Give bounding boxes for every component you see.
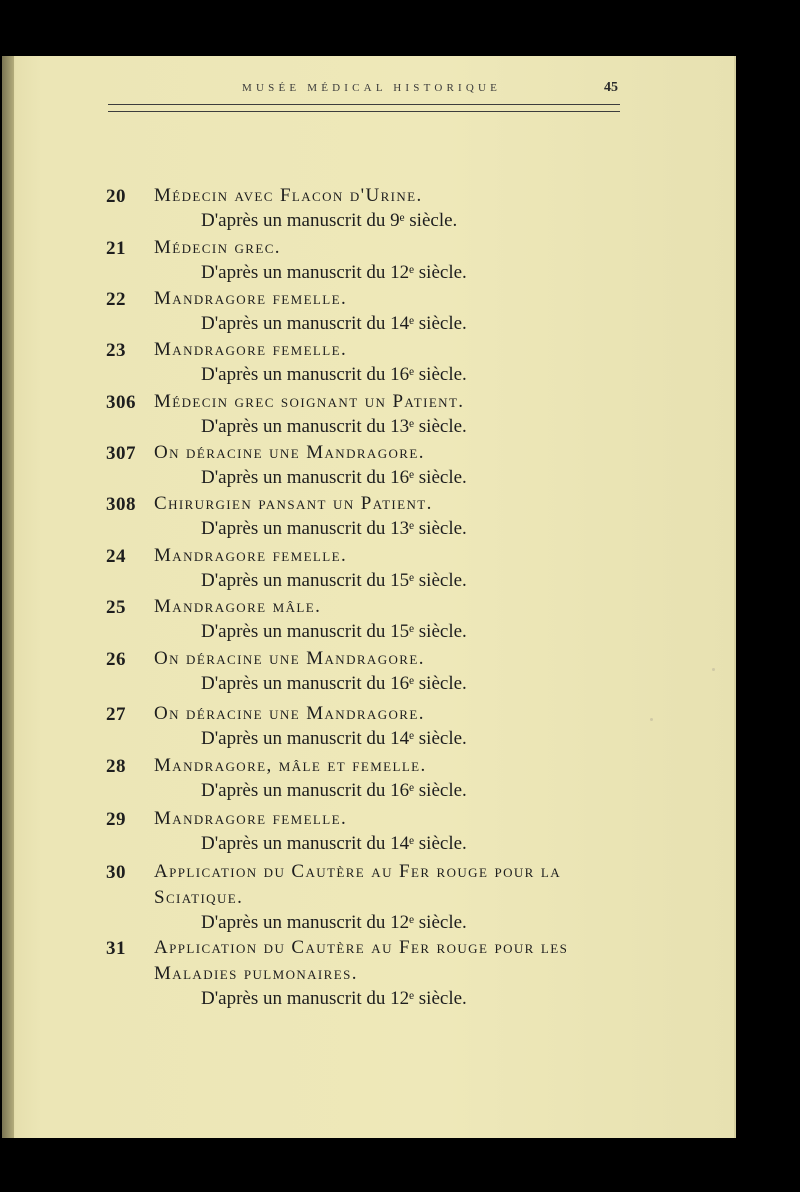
entry-title: Application du Cautère au Fer rouge pour la Sciatique. xyxy=(154,861,562,908)
entry-number: 29 xyxy=(106,809,126,830)
entry-source: D'après un manuscrit du 14ᵉ siècle. xyxy=(201,833,467,854)
entry-source: D'après un manuscrit du 13ᵉ siècle. xyxy=(201,518,467,539)
entry-source: D'après un manuscrit du 16ᵉ siècle. xyxy=(201,467,467,488)
entry-source: D'après un manuscrit du 15ᵉ siècle. xyxy=(201,570,467,591)
entry-number: 22 xyxy=(106,289,126,310)
entry-title: Médecin grec. xyxy=(154,237,281,258)
entry-source: D'après un manuscrit du 15ᵉ siècle. xyxy=(201,621,467,642)
entry-title: Médecin avec Flacon d'Urine. xyxy=(154,185,423,206)
entry-title: Chirurgien pansant un Patient. xyxy=(154,493,433,514)
entry-number: 21 xyxy=(106,238,126,259)
entry-source: D'après un manuscrit du 12ᵉ siècle. xyxy=(201,262,467,283)
entry-number: 306 xyxy=(106,392,136,413)
paper-speck xyxy=(712,668,715,671)
entry-number: 25 xyxy=(106,597,126,618)
entry-title: On déracine une Mandragore. xyxy=(154,703,425,724)
entry-title: On déracine une Mandragore. xyxy=(154,442,425,463)
entry-number: 307 xyxy=(106,443,136,464)
entry-number: 31 xyxy=(106,938,126,959)
page-binding-edge xyxy=(2,56,14,1138)
entry-title: Application du Cautère au Fer rouge pour les Maladies pulmonaires. xyxy=(154,937,569,984)
entry-number: 24 xyxy=(106,546,126,567)
entry-number: 30 xyxy=(106,862,126,883)
entry-source: D'après un manuscrit du 12ᵉ siècle. xyxy=(201,912,467,933)
page-header xyxy=(108,80,620,100)
entry-number: 26 xyxy=(106,649,126,670)
entry-title: Mandragore, mâle et femelle. xyxy=(154,755,427,776)
entry-source: D'après un manuscrit du 14ᵉ siècle. xyxy=(201,313,467,334)
header-double-rule xyxy=(108,104,620,112)
entry-title: Mandragore femelle. xyxy=(154,545,348,566)
entry-source: D'après un manuscrit du 16ᵉ siècle. xyxy=(201,364,467,385)
running-title: MUSÉE MÉDICAL HISTORIQUE xyxy=(242,82,502,94)
entry-number: 308 xyxy=(106,494,136,515)
entry-source: D'après un manuscrit du 12ᵉ siècle. xyxy=(201,988,467,1009)
entry-source: D'après un manuscrit du 9ᵉ siècle. xyxy=(201,210,458,231)
entry-title: Mandragore femelle. xyxy=(154,808,348,829)
page-number: 45 xyxy=(604,80,618,95)
entry-title: Médecin grec soignant un Patient. xyxy=(154,391,465,412)
entry-title: On déracine une Mandragore. xyxy=(154,648,425,669)
entry-title: Mandragore femelle. xyxy=(154,339,348,360)
entry-number: 28 xyxy=(106,756,126,777)
entry-source: D'après un manuscrit du 16ᵉ siècle. xyxy=(201,780,467,801)
entry-title: Mandragore mâle. xyxy=(154,596,322,617)
paper-speck xyxy=(650,718,653,721)
entry-source: D'après un manuscrit du 16ᵉ siècle. xyxy=(201,673,467,694)
entry-title: Mandragore femelle. xyxy=(154,288,348,309)
entry-number: 23 xyxy=(106,340,126,361)
entry-number: 20 xyxy=(106,186,126,207)
entry-source: D'après un manuscrit du 13ᵉ siècle. xyxy=(201,416,467,437)
entry-number: 27 xyxy=(106,704,126,725)
entry-source: D'après un manuscrit du 14ᵉ siècle. xyxy=(201,728,467,749)
